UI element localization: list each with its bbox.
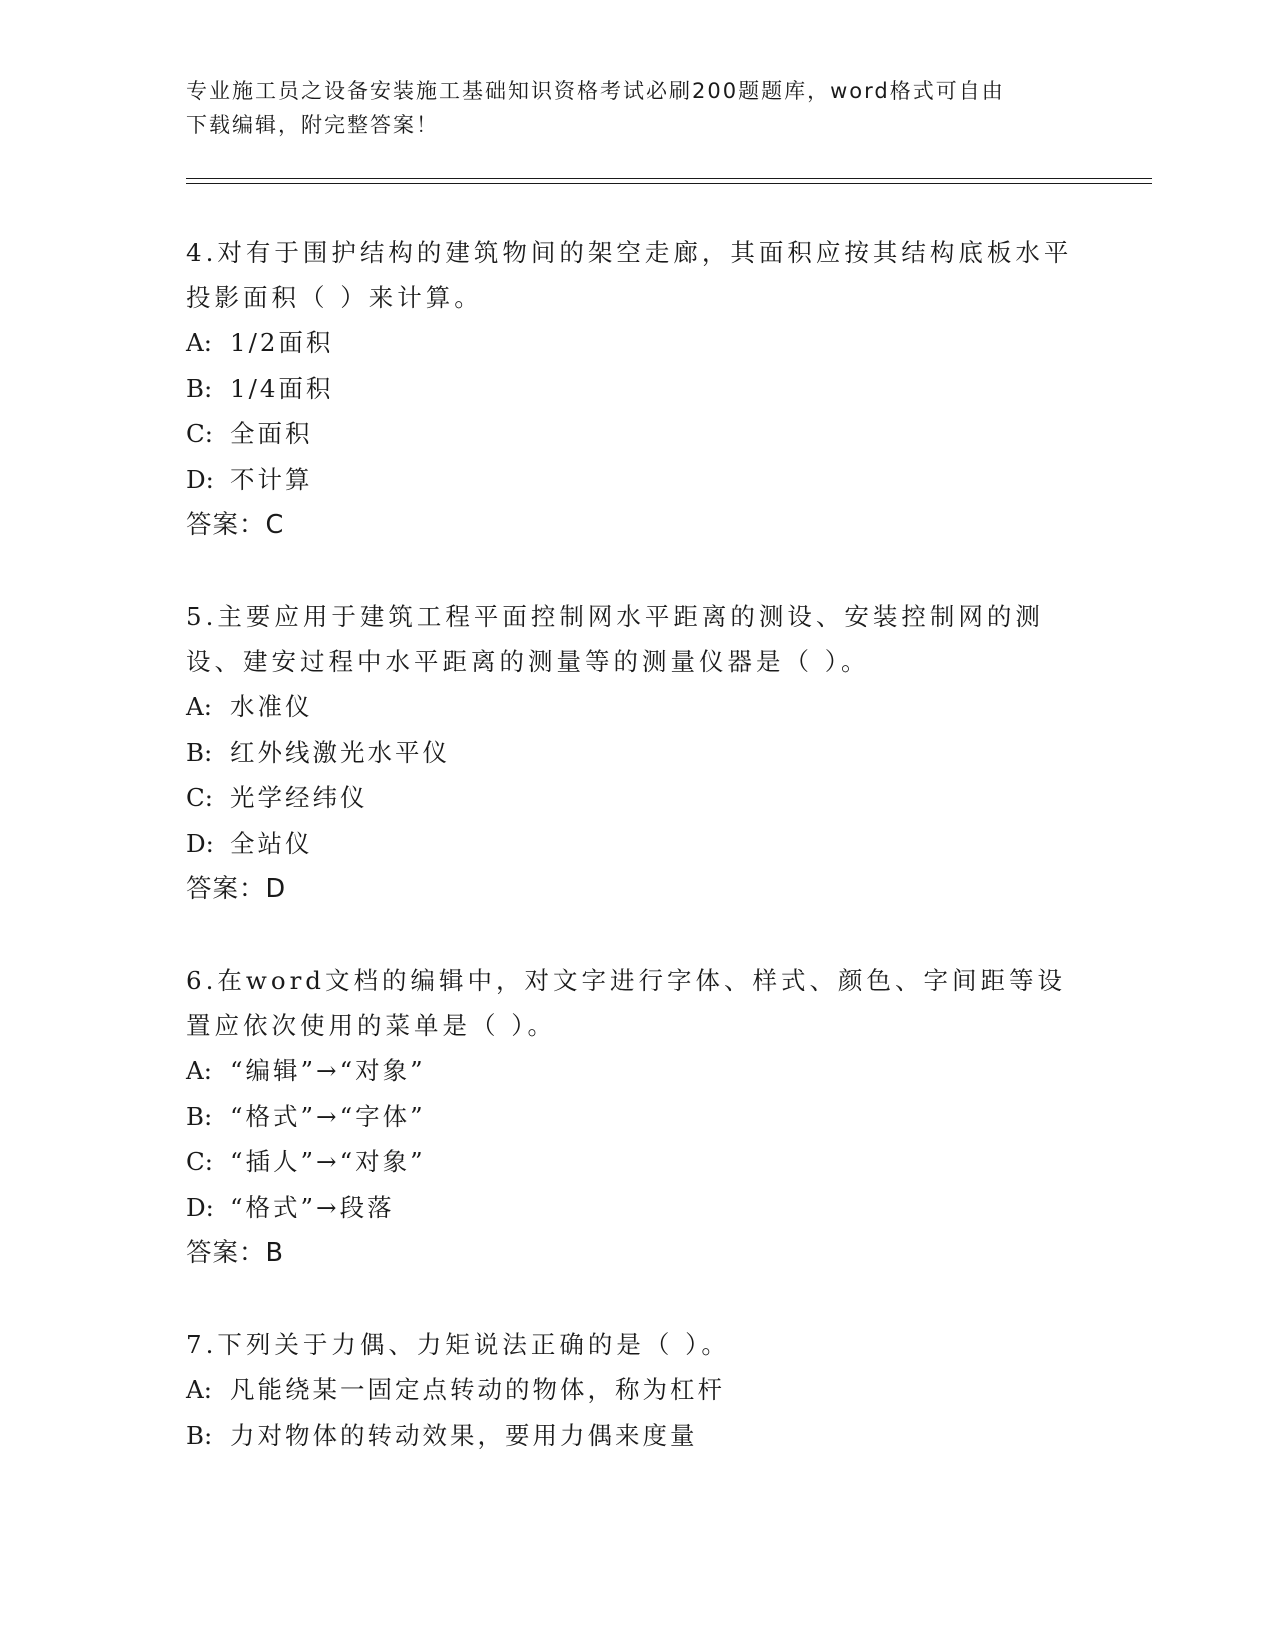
option-text: 红外线激光水平仪 (230, 737, 450, 767)
option-letter: C: (186, 419, 214, 448)
option-letter: D: (186, 828, 214, 858)
option-b (186, 730, 1086, 776)
option-text: 水准仪 (230, 692, 313, 721)
header-divider-bottom (186, 183, 1152, 184)
option-text: “格式”→“字体” (230, 1101, 426, 1131)
option-d (186, 1185, 1086, 1231)
option-letter: A: (186, 1056, 212, 1085)
option-a (186, 1367, 1086, 1413)
option-letter: B: (186, 1101, 213, 1131)
question-7 (186, 1322, 1086, 1458)
option-letter: D: (186, 464, 214, 494)
option-letter: A: (186, 692, 212, 721)
option-a (186, 320, 1086, 366)
option-text: “编辑”→“对象” (230, 1056, 426, 1085)
option-b (186, 1094, 1086, 1140)
option-c (186, 411, 1086, 457)
option-text: 全站仪 (230, 828, 313, 858)
option-letter: C: (186, 1147, 214, 1176)
question-stem: 4.对有于围护结构的建筑物间的架空走廊，其面积应按其结构底板水平投影面积（ ）来计算。 (186, 238, 1073, 312)
document-header: 专业施工员之设备安装施工基础知识资格考试必刷200题题库，word格式可自由 下载编辑，附完整答案！ (186, 79, 1005, 137)
answer-line: 答案：D (186, 874, 287, 904)
question-5 (186, 594, 1086, 912)
option-text: 1/2面积 (230, 328, 334, 357)
option-letter: C: (186, 783, 214, 812)
option-letter: A: (186, 328, 212, 357)
question-stem: 7.下列关于力偶、力矩说法正确的是（ ）。 (186, 1330, 730, 1359)
option-b (186, 1413, 1086, 1459)
option-text: 光学经纬仪 (230, 783, 368, 812)
option-letter: A: (186, 1375, 212, 1404)
question-stem: 5.主要应用于建筑工程平面控制网水平距离的测设、安装控制网的测设、建安过程中水平距离的测量等的测量仪器是（ ）。 (186, 602, 1044, 676)
option-a (186, 1048, 1086, 1094)
option-letter: D: (186, 1192, 214, 1222)
question-4 (186, 230, 1086, 548)
option-b (186, 366, 1086, 412)
answer-line: 答案：B (186, 1238, 284, 1268)
option-c (186, 775, 1086, 821)
option-d (186, 821, 1086, 867)
option-letter: B: (186, 373, 213, 403)
answer-line: 答案：C (186, 510, 285, 540)
question-stem: 6.在word文档的编辑中，对文字进行字体、样式、颜色、字间距等设置应依次使用的菜单是（ ）。 (186, 966, 1066, 1040)
option-text: 不计算 (230, 464, 313, 494)
option-c (186, 1139, 1086, 1185)
option-text: 1/4面积 (230, 373, 334, 403)
option-text: “插人”→“对象” (230, 1147, 426, 1176)
option-a (186, 684, 1086, 730)
option-text: “格式”→段落 (230, 1192, 395, 1222)
option-letter: B: (186, 1420, 213, 1450)
option-text: 力对物体的转动效果，要用力偶来度量 (230, 1420, 698, 1450)
header-divider-top (186, 178, 1152, 179)
option-letter: B: (186, 737, 213, 767)
option-text: 全面积 (230, 419, 313, 448)
option-d (186, 457, 1086, 503)
option-text: 凡能绕某一固定点转动的物体，称为杠杆 (230, 1375, 725, 1404)
question-6 (186, 958, 1086, 1276)
question-list (186, 230, 1086, 1504)
